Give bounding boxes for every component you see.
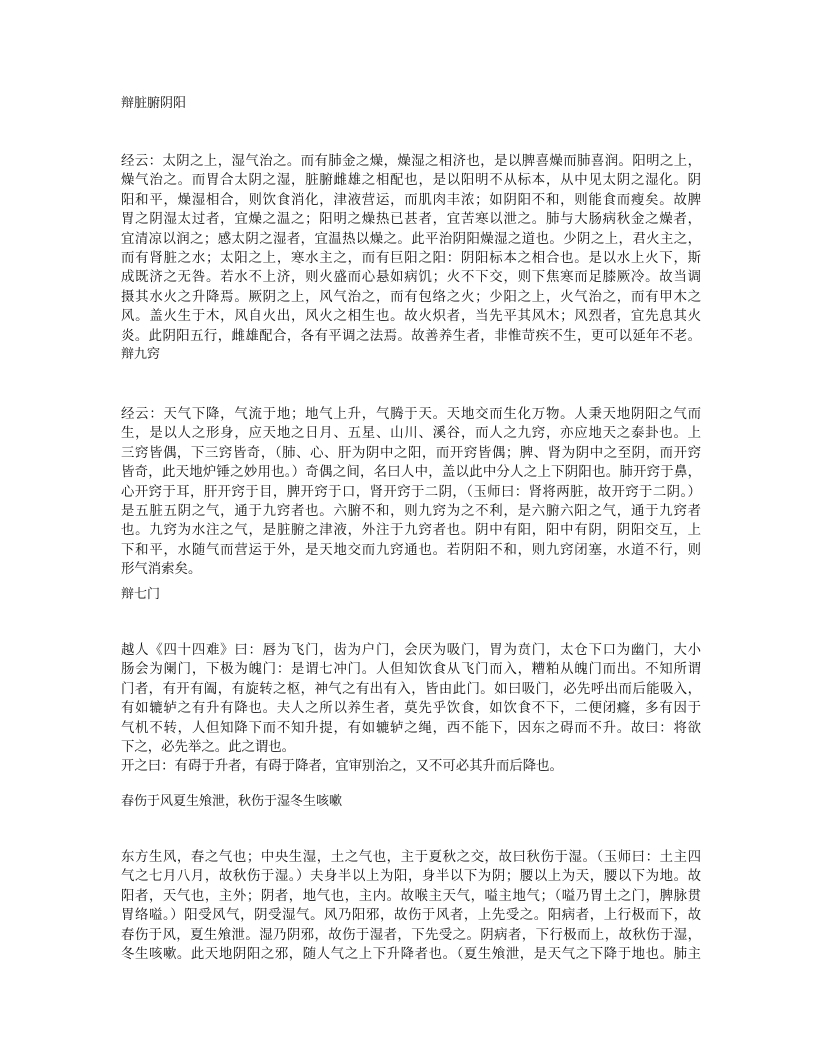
- text-line: 肠会为阑门，下极为魄门：是谓七冲门。人但知饮食从飞门而入，糟粕从魄门而出。不知所谓: [121, 662, 701, 678]
- text-line: 三窍皆偶，下三窍皆奇，（肺、心、肝为阴中之阳，而开窍皆偶；脾、肾为阴中之至阴，而开窍: [121, 445, 701, 461]
- text-line: 阳和平，燥湿相合，则饮食消化，津液营运，而肌肉丰浓；如阴阳不和，则能食而瘦矣。故脾: [121, 192, 701, 208]
- text-line: 胃之阴湿太过者，宜燥之温之；阳明之燥热已甚者，宜苦寒以泄之。肺与大肠病秋金之燥者，: [121, 212, 701, 228]
- text-line: 阳者，天气也，主外；阴者，地气也，主内。故喉主天气，嗌主地气；（嗌乃胃土之门，脾脉贯: [121, 888, 701, 904]
- text-line: 是五脏五阴之气，通于九窍者也。六腑不和，则九窍为之不利，是六腑六阳之气，通于九窍者: [121, 503, 701, 519]
- text-line: 开之曰：有碍于升者，有碍于降者，宜审别治之，又不可必其升而后降也。: [121, 759, 563, 775]
- text-line: 也。九窍为水注之气，是脏腑之津液，外注于九窍者也。阴中有阳，阳中有阴，阴阳交互，上: [121, 523, 701, 539]
- text-line: 皆奇，此天地炉锤之妙用也。）奇偶之间，名曰人中，盖以此中分人之上下阴阳也。肺开窍于鼻，: [121, 465, 701, 481]
- text-line: 春伤于风，夏生飧泄。湿乃阴邪，故伤于湿者，下先受之。阴病者，下行极而上，故秋伤于湿，: [121, 927, 701, 943]
- text-line: 门者，有开有阖，有旋转之枢，神气之有出有入，皆由此门。如曰吸门，必先呼出而后能吸入，: [121, 681, 701, 697]
- text-line: 冬生咳嗽。此天地阴阳之邪，随人气之上下升降者也。（夏生飧泄，是天气之下降于地也。肺主: [121, 946, 701, 962]
- text-line: 胃络嗌。）阳受风气，阴受湿气。风乃阳邪，故伤于风者，上先受之。阳病者，上行极而下，故: [121, 908, 701, 924]
- text-line: 宜清凉以润之；感太阴之湿者，宜温热以燥之。此平治阴阳燥湿之道也。少阴之上，君火主之，: [121, 231, 701, 247]
- section-heading: 辩七门: [121, 587, 161, 602]
- section-paragraph: [121, 152, 701, 346]
- section-heading: 辩九窍: [121, 347, 161, 362]
- text-line: 东方生风，春之气也；中央生湿，土之气也，主于夏秋之交，故曰秋伤于湿。（玉师曰：土主四: [121, 850, 701, 865]
- text-line: 风。盖火生于木，风自火出，风火之相生也。故火炽者，当先平其风木；风烈者，宜先息其火: [121, 309, 701, 325]
- text-line: 形气消索矣。: [121, 562, 202, 578]
- section-heading: 辩脏腑阴阳: [121, 96, 187, 111]
- text-line: 成既济之无咎。若水不上济，则火盛而心悬如病饥；火不下交，则下焦寒而足膝厥冷。故当调: [121, 270, 701, 286]
- text-line: 经云：天气下降，气流于地；地气上升，气腾于天。天地交而生化万物。人秉天地阴阳之气而: [121, 407, 701, 422]
- section-paragraph: [121, 848, 701, 964]
- text-line: 摄其水火之升降焉。厥阴之上，风气治之，而有包络之火；少阳之上，火气治之，而有甲木之: [121, 289, 701, 305]
- text-line: 心开窍于耳，肝开窍于目，脾开窍于口，肾开窍于二阴，（玉师曰：肾将两脏，故开窍于二阴。）: [121, 484, 701, 500]
- text-line: 有如辘轳之有升有降也。夫人之所以养生者，莫先乎饮食，如饮食不下，二便闭癃，多有因于: [121, 701, 701, 717]
- text-line: 越人《四十四难》曰：唇为飞门，齿为户门，会厌为吸门，胃为贲门，太仓下口为幽门，大小: [121, 643, 701, 658]
- text-line: 气之七月八月，故秋伤于湿。）夫身半以上为阳，身半以下为阴；腰以上为天，腰以下为地。故: [121, 869, 701, 885]
- section-paragraph: [121, 405, 701, 580]
- section-heading: 春伤于风夏生飧泄，秋伤于湿冬生咳嗽: [121, 794, 343, 809]
- text-line: 生，是以人之形身，应天地之日月、五星、山川、溪谷，而人之九窍，亦应地天之泰卦也。上: [121, 426, 701, 442]
- text-line: 经云：太阴之上，湿气治之。而有肺金之燥，燥湿之相济也，是以脾喜燥而肺喜润。阳明之上，: [121, 154, 701, 169]
- text-line: 而有肾脏之水；太阳之上，寒水主之，而有巨阳之阳：阴阳标本之相合也。是以水上火下，斯: [121, 250, 701, 266]
- text-line: 下之，必先举之。此之谓也。: [121, 739, 296, 755]
- text-line: 下和平，水随气而营运于外，是天地交而九窍通也。若阴阳不和，则九窍闭塞，水道不行，则: [121, 542, 701, 558]
- text-line: 燥气治之。而胃合太阴之湿，脏腑雌雄之相配也，是以阳明不从标本，从中见太阴之湿化。阴: [121, 173, 701, 189]
- text-line: 气机不转，人但知降下而不知升提，有如辘轳之绳，西不能下，因东之碍而不升。故曰：将欲: [121, 720, 701, 736]
- text-line: 炎。此阴阳五行，雌雄配合，各有平调之法焉。故善养生者，非惟苛疾不生，更可以延年不老。: [121, 328, 701, 344]
- section-paragraph: [121, 641, 701, 777]
